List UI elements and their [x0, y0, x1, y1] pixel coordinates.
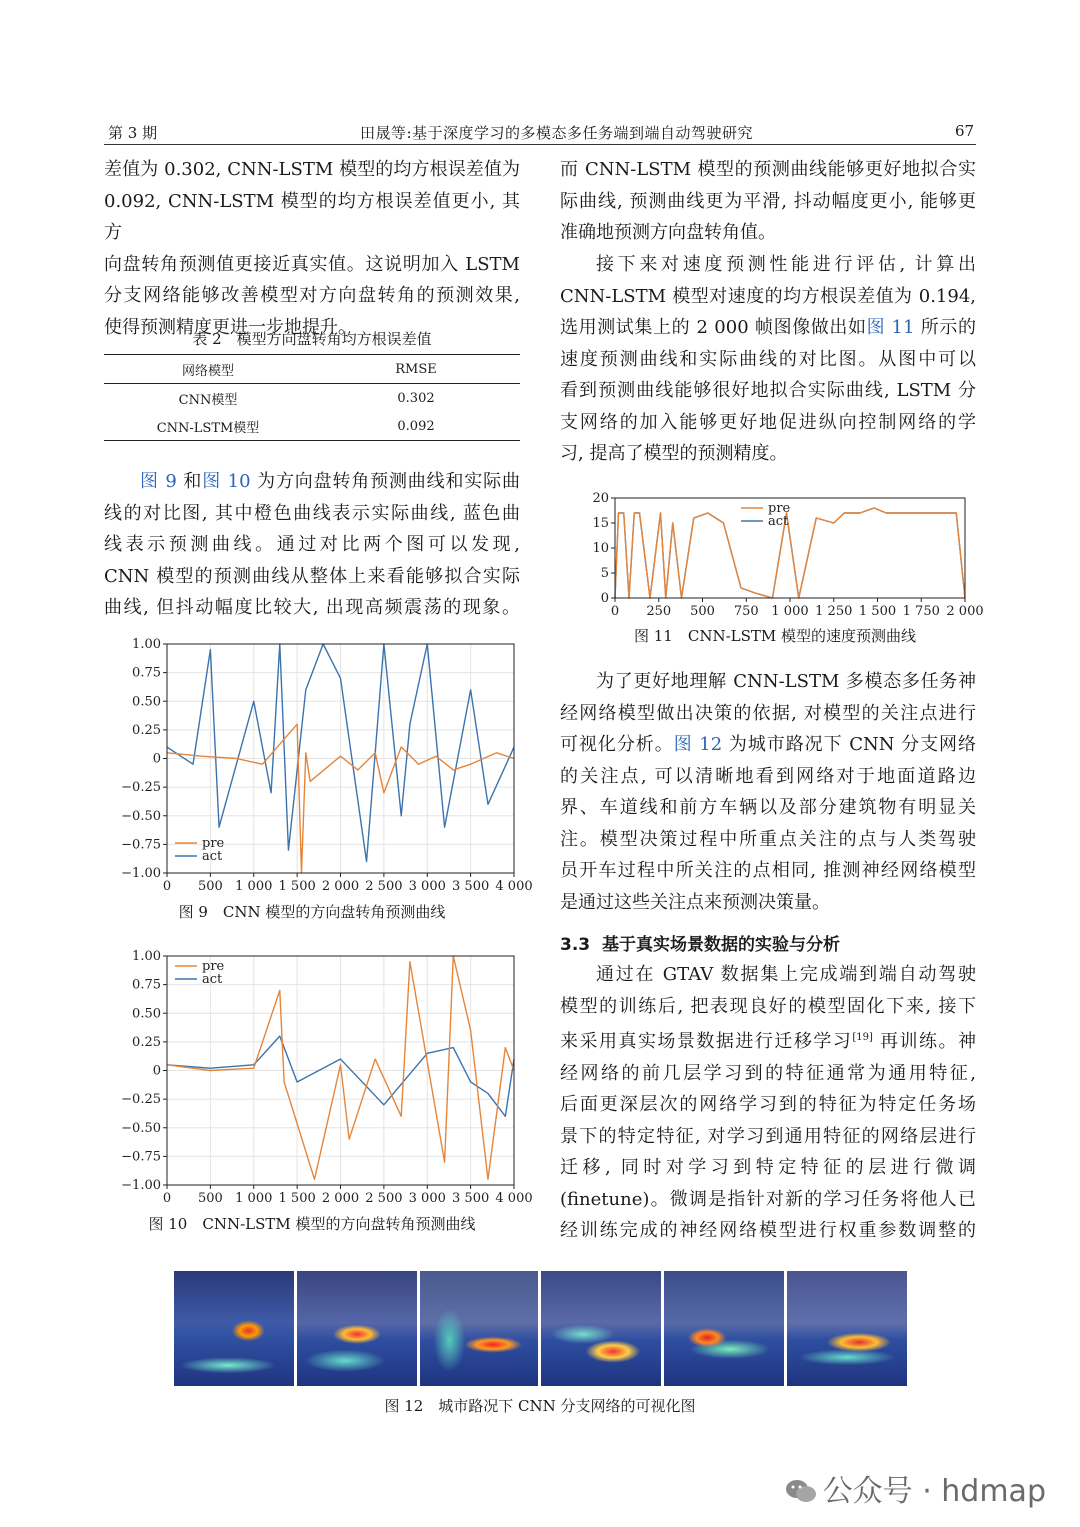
wechat-icon: [785, 1477, 817, 1503]
fig9-caption: 图 9 CNN 模型的方向盘转角预测曲线: [178, 903, 446, 921]
right-para-4: 通过在 GTAV 数据集上完成端到端自动驾驶 模型的训练后, 把表现良好的模型固化下来, 接下 来采用真实场景数据进行迁移学习[19] 再训练。神 经网络的前几层学习到的特征通常为通用特征, 后面更深层次的网络学习到的特征为特定任务场 景下的特定特征, 对学习到通用特征的网络层进行 迁移, 同时对学习到特定特征的层进行微调 (finetune)。微调是指针对新的学习任务将他人已 经训练完成的神经网络模型进行权重参数调整的: [560, 964, 976, 1241]
right-para-3: 为了更好地理解 CNN-LSTM 多模态多任务神 经网络模型做出决策的依据, 对模型的关注点进行 可视化分析。图 12 为城市路况下 CNN 分支网络 的关注点, 可以清晰地看到网络对于地面道路边 界、车道线和前方车辆以及部分建筑物有明显关 注。模型决策过程中所重点关注的点与人类驾驶 员开车过程中所关注的点相同, 推测神经网络模型 是通过这些关注点来预测决策量。: [560, 671, 977, 913]
fig10-caption: 图 10 CNN-LSTM 模型的方向盘转角预测曲线: [148, 1215, 476, 1233]
y-tick-label: 0.50: [132, 1006, 161, 1022]
legend-label-act: act: [768, 514, 789, 529]
x-tick-label: 3 000: [408, 879, 446, 894]
x-tick-label: 500: [197, 1191, 223, 1206]
x-tick-label: 1 000: [235, 879, 273, 894]
attention-map-3: [420, 1271, 538, 1386]
x-tick-label: 500: [197, 879, 223, 894]
x-tick-label: 1 000: [771, 604, 809, 619]
y-tick-label: 0: [152, 1063, 161, 1079]
y-tick-label: 0.50: [132, 694, 161, 710]
x-tick-label: 750: [733, 604, 759, 619]
y-tick-label: −1.00: [121, 1178, 161, 1193]
fig12-caption: 图 12 城市路况下 CNN 分支网络的可视化图: [384, 1397, 696, 1415]
section-number: 3.3: [560, 935, 591, 955]
y-tick-label: 1.00: [132, 949, 161, 964]
y-tick-label: 20: [592, 491, 609, 506]
ref-fig12-link[interactable]: 图 12: [673, 734, 723, 755]
left-para-2: 图 9 和图 10 为方向盘转角预测曲线和实际曲 线的对比图, 其中橙色曲线表示实际曲线, 蓝色曲 线表示预测曲线。通过对比两个图可以发现, CNN 模型的预测曲线从整体上来看能够拟合实际 曲线, 但抖动幅度比较大, 出现高频震荡的现象。: [104, 471, 520, 618]
fig11-chart: [580, 488, 984, 619]
x-tick-label: 0: [162, 1191, 172, 1206]
citation[interactable]: [19]: [852, 1032, 873, 1043]
table-cell: 0.092: [397, 418, 435, 434]
section-title: 基于真实场景数据的实验与分析: [601, 935, 840, 955]
y-tick-label: 10: [592, 541, 609, 556]
y-tick-label: 0.75: [132, 665, 161, 681]
watermark: 公众号 · hdmap: [785, 1466, 1046, 1510]
legend-label-act: act: [202, 972, 223, 987]
x-tick-label: 1 500: [858, 604, 897, 619]
y-tick-label: 5: [600, 566, 609, 581]
header-title: 田晟等:基于深度学习的多模态多任务端到端自动驾驶研究: [360, 124, 754, 142]
right-para-2: 接下来对速度预测性能进行评估, 计算出 CNN-LSTM 模型对速度的均方根误差值为 0.194, 选用测试集上的 2 000 帧图像做出如图 11 所示的 速度预测曲线和实际曲线的对比图。从图中可以 看到预测曲线能够很好地拟合实际曲线, LSTM 分 支网络的加入能够更好地促进纵向控制网络的学 习, 提高了模型的预测精度。: [560, 254, 976, 464]
fig9-chart: [104, 632, 533, 897]
legend-label-pre: pre: [202, 959, 225, 974]
x-tick-label: 1 500: [278, 1191, 316, 1206]
y-tick-label: −0.25: [121, 780, 161, 796]
x-tick-label: 2 000: [321, 1191, 360, 1206]
x-tick-label: 2 500: [365, 1191, 403, 1206]
header-rule: [104, 144, 976, 145]
y-tick-label: 0.25: [132, 722, 161, 738]
fig11-caption: 图 11 CNN-LSTM 模型的速度预测曲线: [633, 627, 917, 645]
x-tick-label: 500: [690, 604, 715, 619]
ref-fig10-link[interactable]: 图 10: [202, 471, 251, 492]
table-header-rmse: RMSE: [395, 361, 437, 377]
y-tick-label: −0.50: [121, 808, 161, 824]
header-issue: 第 3 期: [108, 124, 158, 142]
y-tick-label: −1.00: [121, 866, 161, 881]
legend-label-act: act: [202, 849, 223, 864]
attention-map-6: [787, 1271, 907, 1386]
y-tick-label: −0.75: [121, 837, 161, 853]
y-tick-label: 0: [600, 591, 609, 606]
x-tick-label: 0: [162, 879, 172, 894]
y-tick-label: −0.50: [121, 1120, 161, 1136]
section-heading: [560, 930, 840, 955]
x-tick-label: 1 000: [235, 1191, 273, 1206]
x-tick-label: 3 000: [408, 1191, 446, 1206]
attention-map-1: [174, 1271, 294, 1386]
legend-label-pre: pre: [768, 501, 791, 516]
y-tick-label: 15: [592, 516, 609, 531]
fig10-chart: [104, 944, 533, 1209]
x-tick-label: 3 500: [452, 879, 490, 894]
table-caption: 表 2 模型方向盘转角均方根误差值: [192, 330, 432, 348]
x-tick-label: 250: [646, 604, 672, 619]
legend-label-pre: pre: [202, 836, 225, 851]
x-tick-label: 1 250: [815, 604, 853, 619]
attention-map-4: [541, 1271, 661, 1386]
table-cell: CNN-LSTM模型: [156, 420, 260, 436]
right-para-1: 而 CNN-LSTM 模型的预测曲线能够更好地拟合实 际曲线, 预测曲线更为平滑, 抖动幅度更小, 能够更 准确地预测方向盘转角值。: [560, 159, 976, 243]
table-cell: CNN模型: [178, 392, 238, 408]
y-tick-label: 1.00: [132, 637, 161, 652]
table-cell: 0.302: [397, 390, 435, 406]
x-tick-label: 3 500: [452, 1191, 490, 1206]
y-tick-label: −0.25: [121, 1092, 161, 1108]
header-page-number: 67: [955, 122, 975, 140]
attention-map-5: [664, 1271, 784, 1386]
y-tick-label: 0: [152, 751, 161, 767]
x-tick-label: 2 000: [321, 879, 360, 894]
rmse-table: [104, 354, 520, 441]
table-header-model: 网络模型: [181, 363, 234, 379]
x-tick-label: 0: [610, 604, 620, 619]
attention-map-2: [297, 1271, 417, 1386]
y-tick-label: 0.75: [132, 977, 161, 993]
y-tick-label: −0.75: [121, 1149, 161, 1165]
ref-fig9-link[interactable]: 图 9: [140, 471, 177, 492]
y-tick-label: 0.25: [132, 1034, 161, 1050]
series-line-pre: [615, 508, 965, 598]
x-tick-label: 1 750: [902, 604, 940, 619]
left-para-1: 差值为 0.302, CNN-LSTM 模型的均方根误差值为 0.092, CNN-LSTM 模型的均方根误差值更小, 其方 向盘转角预测值更接近真实值。这说明加入 LSTM 分支网络能够改善模型对方向盘转角的预测效果, 使得预测精度更进一步地提升。: [104, 159, 520, 338]
x-tick-label: 2 000: [946, 604, 984, 619]
x-tick-label: 1 500: [278, 879, 316, 894]
x-tick-label: 4 000: [495, 1191, 533, 1206]
ref-fig11-link[interactable]: 图 11: [866, 317, 915, 338]
x-tick-label: 4 000: [495, 879, 533, 894]
x-tick-label: 2 500: [365, 879, 403, 894]
